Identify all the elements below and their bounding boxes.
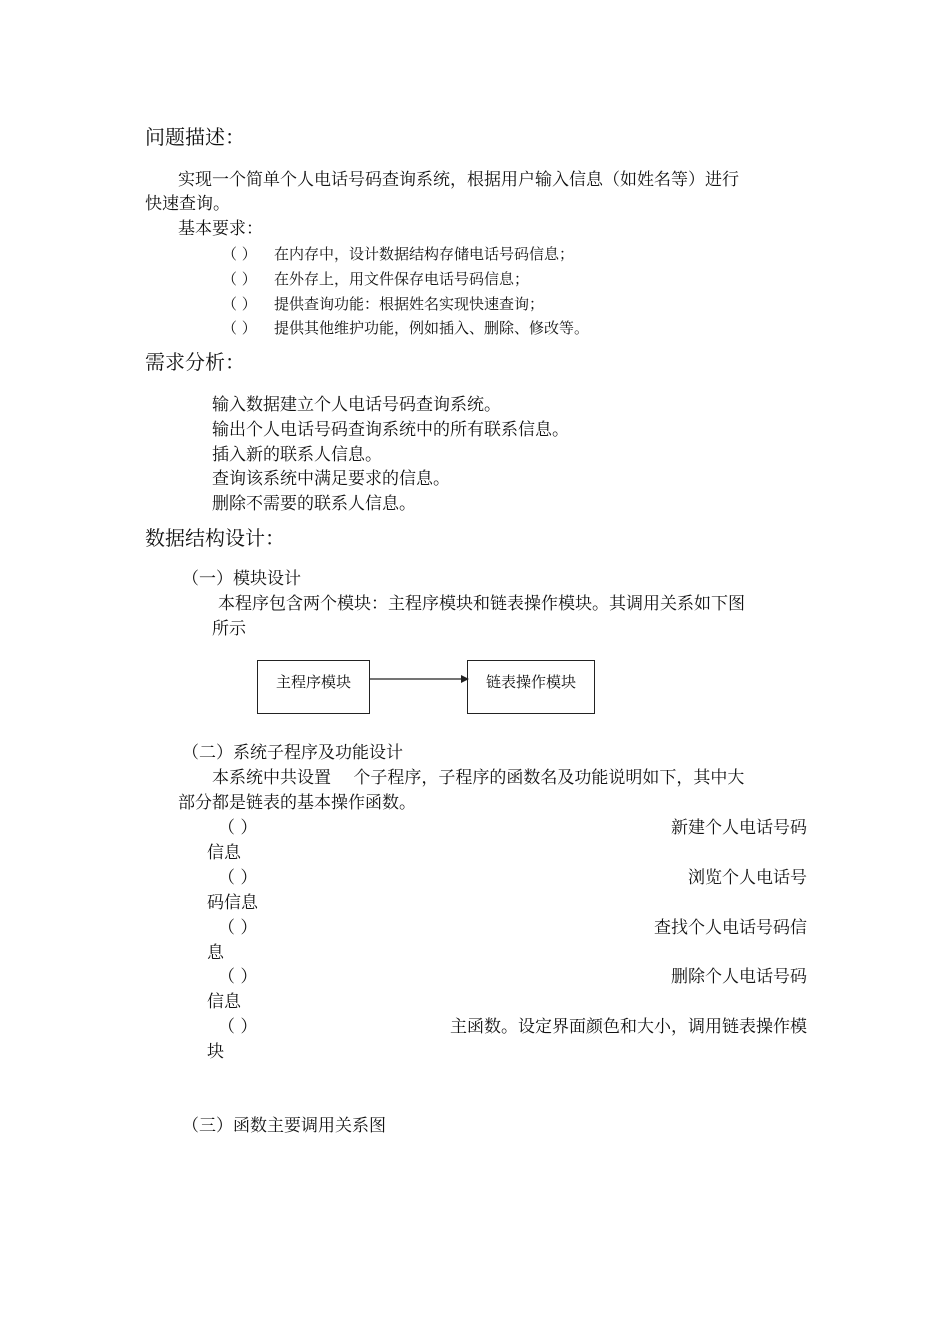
function-mark: （ ） (218, 868, 258, 888)
analysis-item: 输入数据建立个人电话号码查询系统。 (212, 395, 501, 415)
requirement-text: 在外存上，用文件保存电话号码信息； (274, 270, 530, 288)
section1-title: （一）模块设计 (182, 569, 301, 589)
analysis-item: 删除不需要的联系人信息。 (212, 494, 416, 514)
function-desc: 新建个人电话号码 (671, 818, 807, 838)
function-desc-cont: 信息 (207, 843, 241, 863)
requirement-mark: （ ） (222, 295, 257, 313)
function-desc: 浏览个人电话号 (688, 868, 807, 888)
function-desc-cont: 息 (207, 943, 224, 963)
requirement-text: 提供查询功能：根据姓名实现快速查询； (274, 295, 545, 313)
list-module-label: 链表操作模块 (485, 673, 576, 691)
analysis-heading: 需求分析： (145, 350, 245, 374)
function-mark: （ ） (218, 818, 258, 838)
requirement-text: 在内存中，设计数据结构存储电话号码信息； (274, 245, 575, 263)
function-mark: （ ） (218, 967, 258, 987)
function-desc-cont: 码信息 (207, 893, 258, 913)
requirement-text: 提供其他维护功能，例如插入、删除、修改等。 (274, 319, 590, 337)
function-desc: 主函数。设定界面颜色和大小，调用链表操作模 (450, 1017, 807, 1037)
analysis-item: 插入新的联系人信息。 (212, 445, 382, 465)
problem-intro-line1: 实现一个简单个人电话号码查询系统，根据用户输入信息（如姓名等）进行 (178, 170, 739, 190)
analysis-item: 输出个人电话号码查询系统中的所有联系信息。 (212, 420, 569, 440)
function-mark: （ ） (218, 918, 258, 938)
analysis-item: 查询该系统中满足要求的信息。 (212, 469, 450, 489)
main-module-label: 主程序模块 (275, 673, 351, 691)
problem-intro-line2: 快速查询。 (145, 194, 230, 214)
function-desc: 删除个人电话号码 (671, 967, 807, 987)
section2-text-line1: 本系统中共设置 个子程序，子程序的函数名及功能说明如下，其中大 (212, 768, 745, 788)
list-module-box (467, 660, 595, 714)
function-mark: （ ） (218, 1017, 258, 1037)
requirement-mark: （ ） (222, 270, 257, 288)
problem-heading: 问题描述： (145, 125, 245, 149)
function-desc-cont: 块 (207, 1042, 224, 1062)
section3-title: （三）函数主要调用关系图 (182, 1116, 386, 1136)
main-module-box (257, 660, 370, 714)
section2-title: （二）系统子程序及功能设计 (182, 743, 403, 763)
requirement-mark: （ ） (222, 245, 257, 263)
function-desc-cont: 信息 (207, 992, 241, 1012)
requirement-mark: （ ） (222, 319, 257, 337)
section2-text-line2: 部分都是链表的基本操作函数。 (178, 793, 416, 813)
requirements-label: 基本要求： (178, 219, 263, 239)
section1-text-line1: 本程序包含两个模块：主程序模块和链表操作模块。其调用关系如下图 (218, 594, 745, 614)
function-desc: 查找个人电话号码信 (654, 918, 807, 938)
design-heading: 数据结构设计： (145, 526, 285, 550)
section1-text-line2: 所示 (212, 619, 246, 639)
call-arrow (369, 670, 471, 690)
